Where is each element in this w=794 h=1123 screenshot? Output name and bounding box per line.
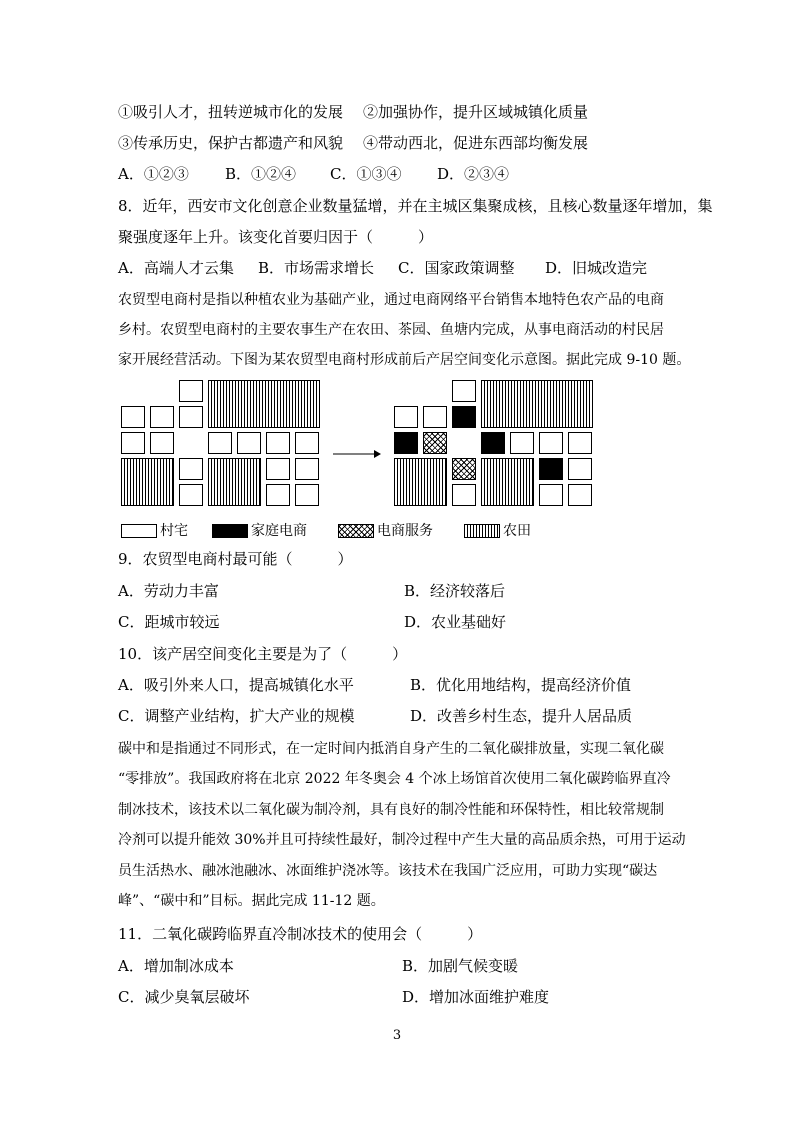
q9-stem: 9．农贸型电商村最可能（ ）: [118, 550, 353, 568]
village-house: [150, 406, 174, 428]
legend-farmland-label: 农田: [503, 523, 531, 539]
ecommerce-service: [452, 458, 476, 480]
passage2-line4: 冷剂可以提升能效 30%并且可持续性最好，制冷过程中产生大量的高品质余热，可用于运动: [118, 832, 686, 848]
farmland: [481, 458, 534, 506]
q11-option-d: D．增加冰面维护难度: [402, 988, 550, 1006]
village-house: [179, 406, 203, 428]
q10-option-a: A．吸引外来人口，提高城镇化水平: [118, 676, 354, 694]
passage2-line6: 峰”、“碳中和”目标。据此完成 11-12 题。: [118, 893, 385, 909]
village-house: [394, 406, 418, 428]
q8-option-d: D．旧城改造完: [545, 259, 648, 277]
q10-stem: 10．该产居空间变化主要是为了（ ）: [118, 645, 408, 663]
q7-statement-1: [118, 102, 343, 122]
home-ecommerce: [539, 458, 563, 480]
village-house: [539, 484, 563, 506]
village-house: [510, 432, 534, 454]
village-house: [423, 406, 447, 428]
ecommerce-service: [423, 432, 447, 454]
village-house: [237, 432, 261, 454]
village-house: [295, 484, 319, 506]
village-house: [208, 432, 232, 454]
farmland: [394, 458, 447, 506]
page-number: 3: [392, 1028, 402, 1043]
farmland: [208, 458, 261, 506]
q8-option-a: A．高端人才云集: [118, 259, 234, 277]
q7-statement-4: ④带动西北，促进东西部均衡发展: [363, 134, 589, 152]
q8-option-b: B．市场需求增长: [258, 259, 375, 277]
legend-home-ecommerce-swatch: [212, 524, 248, 538]
home-ecommerce: [394, 432, 418, 454]
q7-option-b: B．①②④: [225, 165, 297, 183]
village-house: [568, 484, 592, 506]
q7-option-d: D．②③④: [437, 165, 510, 183]
passage2-line2: “零排放”。我国政府将在北京 2022 年冬奥会 4 个冰上场馆首次使用二氧化碳跨临界直冷: [118, 771, 671, 787]
village-house: [266, 484, 290, 506]
village-house: [568, 458, 592, 480]
q7-s1: ①吸引人才，扭转逆城市化的发展: [118, 103, 344, 121]
village-house: [150, 432, 174, 454]
q10-option-d: D．改善乡村生态，提升人居品质: [410, 707, 633, 725]
q11-option-c: C．减少臭氧层破坏: [118, 988, 250, 1006]
q8-stem-line2: 聚强度逐年上升。该变化首要归因于（ ）: [118, 228, 434, 246]
legend-ecommerce-service-swatch: [338, 524, 374, 538]
legend-ecommerce-service-label: 电商服务: [377, 523, 433, 539]
q7-option-a: A．①②③: [118, 165, 189, 183]
village-house: [179, 484, 203, 506]
home-ecommerce: [452, 406, 476, 428]
legend-village-label: 村宅: [160, 523, 188, 539]
q9-option-d: D．农业基础好: [404, 613, 507, 631]
q10-option-b: B．优化用地结构，提高经济价值: [410, 676, 632, 694]
q7-statement-3: ③传承历史，保护古都遗产和风貌: [118, 134, 344, 152]
passage2-line1: 碳中和是指通过不同形式，在一定时间内抵消自身产生的二氧化碳排放量，实现二氧化碳: [118, 741, 664, 757]
q11-stem: 11．二氧化碳跨临界直冷制冰技术的使用会（ ）: [118, 925, 483, 943]
q11-option-b: B．加剧气候变暖: [402, 957, 519, 975]
village-house: [179, 458, 203, 480]
q8-option-c: C．国家政策调整: [398, 259, 515, 277]
village-house: [568, 432, 592, 454]
passage2-line3: 制冰技术，该技术以二氧化碳为制冷剂，具有良好的制冷性能和环保特性，相比较常规制: [118, 802, 664, 818]
village-house: [121, 406, 145, 428]
farmland: [481, 380, 593, 428]
q7-statement-2: ②加强协作，提升区域城镇化质量: [363, 103, 589, 121]
home-ecommerce: [481, 432, 505, 454]
passage1-line1: 农贸型电商村是指以种植农业为基础产业，通过电商网络平台销售本地特色农产品的电商: [118, 292, 664, 308]
farmland: [121, 458, 174, 506]
passage1-line2: 乡村。农贸型电商村的主要农事生产在农田、茶园、鱼塘内完成，从事电商活动的村民居: [118, 322, 664, 338]
q9-option-a: A．劳动力丰富: [118, 582, 219, 600]
arrow-right-icon: [332, 448, 382, 460]
legend-village-swatch: [121, 524, 157, 538]
village-house: [295, 458, 319, 480]
farmland: [208, 380, 320, 428]
village-house: [266, 458, 290, 480]
legend-home-ecommerce-label: 家庭电商: [251, 523, 307, 539]
q10-option-c: C．调整产业结构，扩大产业的规模: [118, 707, 355, 725]
q9-option-b: B．经济较落后: [404, 582, 506, 600]
q11-option-a: A．增加制冰成本: [118, 957, 234, 975]
passage2-line5: 员生活热水、融冰池融冰、冰面维护浇冰等。该技术在我国广泛应用，可助力实现“碳达: [118, 863, 658, 879]
q8-stem-line1: 8．近年，西安市文化创意企业数量猛增，并在主城区集聚成核，且核心数量逐年增加，集: [118, 197, 713, 215]
village-house: [452, 380, 476, 402]
legend-farmland-swatch: [464, 524, 500, 538]
village-house: [539, 432, 563, 454]
passage1-line3: 家开展经营活动。下图为某农贸型电商村形成前后产居空间变化示意图。据此完成 9-10 题。: [118, 352, 691, 368]
q7-option-c: C．①③④: [330, 165, 402, 183]
village-house: [121, 432, 145, 454]
village-house: [452, 484, 476, 506]
village-house: [295, 432, 319, 454]
village-house: [179, 380, 203, 402]
village-house: [266, 432, 290, 454]
q9-option-c: C．距城市较远: [118, 613, 220, 631]
